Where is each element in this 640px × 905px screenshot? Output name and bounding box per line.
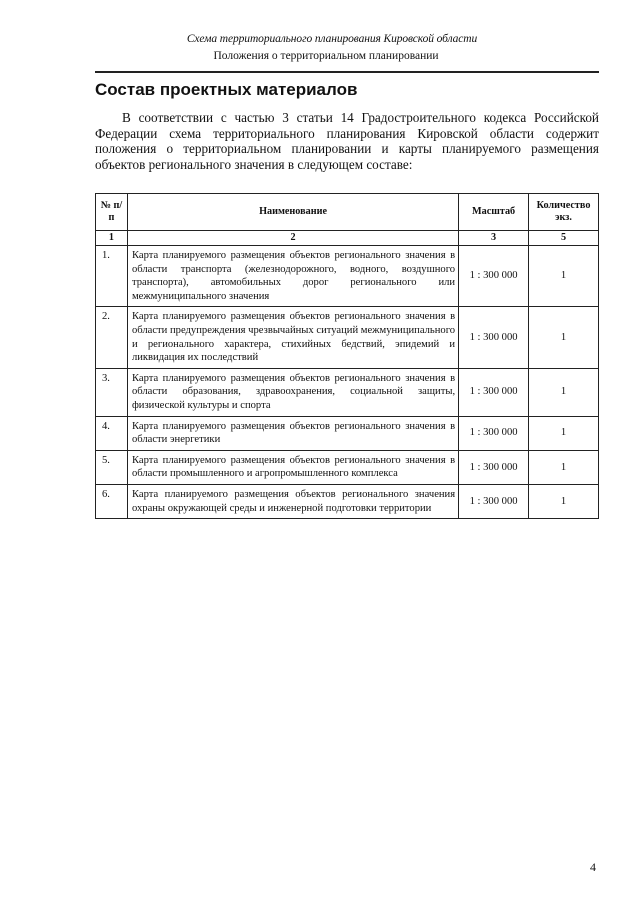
row-name: Карта планируемого размещения объектов регионального значения в области энергетики — [127, 416, 458, 450]
row-scale: 1 : 300 000 — [459, 307, 529, 368]
row-name: Карта планируемого размещения объектов регионального значения в области транспорта (железнодорожного, водного, воздушного транспорта), автомобильных дорог регионального или межмуниципального значения — [127, 246, 458, 307]
row-number: 5. — [96, 450, 128, 484]
row-number: 6. — [96, 484, 128, 518]
table-row — [96, 450, 599, 484]
table-row — [96, 368, 599, 416]
row-name: Карта планируемого размещения объектов регионального значения охраны окружающей среды и инженерной подготовки территории — [127, 484, 458, 518]
row-quantity: 1 — [529, 246, 599, 307]
running-header — [0, 33, 640, 62]
row-quantity: 1 — [529, 307, 599, 368]
table-header-row — [96, 194, 599, 231]
header-section-title: Положения о территориальном планировании — [213, 50, 439, 62]
table-row — [96, 416, 599, 450]
header-qty: Количество экз. — [529, 194, 599, 231]
header-document-title: Схема территориального планирования Кировской области — [186, 33, 478, 45]
section-title: Состав проектных материалов — [95, 80, 358, 99]
row-quantity: 1 — [529, 484, 599, 518]
row-scale: 1 : 300 000 — [459, 416, 529, 450]
header-name: Наименование — [127, 194, 458, 231]
table-row — [96, 246, 599, 307]
table-row — [96, 307, 599, 368]
index-cell: 2 — [127, 231, 458, 246]
row-number: 2. — [96, 307, 128, 368]
row-number: 1. — [96, 246, 128, 307]
materials-table — [95, 193, 599, 519]
row-number: 4. — [96, 416, 128, 450]
row-number: 3. — [96, 368, 128, 416]
row-scale: 1 : 300 000 — [459, 484, 529, 518]
index-cell: 1 — [96, 231, 128, 246]
row-quantity: 1 — [529, 368, 599, 416]
row-name: Карта планируемого размещения объектов регионального значения в области образования, здравоохранения, социальной защиты, физической культуры и спорта — [127, 368, 458, 416]
page-number: 4 — [590, 860, 596, 874]
header-num: № п/п — [96, 194, 128, 231]
intro-paragraph: В соответствии с частью 3 статьи 14 Градостроительного кодекса Российской Федерации схема территориального планирования Кировской области содержит положения о территориальном планировании и карты планируемого размещения объектов регионального значения в следующем составе: — [95, 110, 599, 172]
table-index-row — [96, 231, 599, 246]
row-scale: 1 : 300 000 — [459, 450, 529, 484]
header-rule — [95, 71, 599, 73]
row-scale: 1 : 300 000 — [459, 368, 529, 416]
row-quantity: 1 — [529, 416, 599, 450]
index-cell: 5 — [529, 231, 599, 246]
row-name: Карта планируемого размещения объектов регионального значения в области предупреждения чрезвычайных ситуаций межмуниципального и регионального характера, стихийных бедствий, эпидемий и ликвидация их последствий — [127, 307, 458, 368]
row-name: Карта планируемого размещения объектов регионального значения в области промышленного и агропромышленного комплекса — [127, 450, 458, 484]
row-quantity: 1 — [529, 450, 599, 484]
table-row — [96, 484, 599, 518]
index-cell: 3 — [459, 231, 529, 246]
header-scale: Масштаб — [459, 194, 529, 231]
row-scale: 1 : 300 000 — [459, 246, 529, 307]
